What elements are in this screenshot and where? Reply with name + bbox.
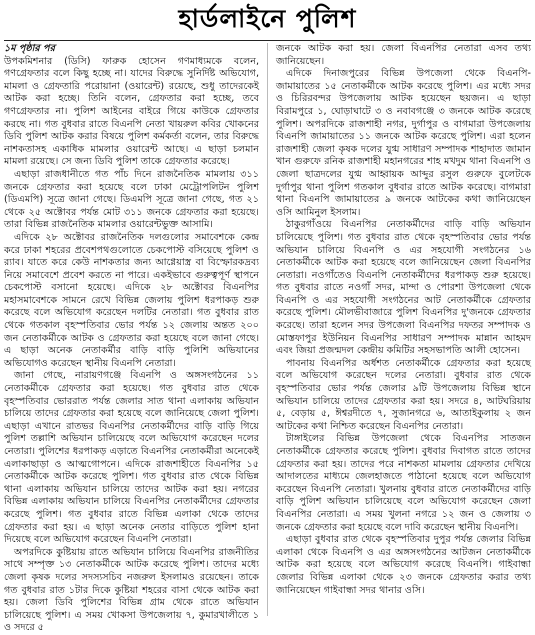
paragraph: জানা গেছে, নারায়ণগঞ্জে বিএনপি ও অঙ্গসংগঠনের ১১ নেতাকর্মীকে গ্রেফতার করা হয়েছে। গত বুধবার রাত থেকে বৃহস্পতিবার ভোররাত পর্যন্ত জেলার সাত থানা এলাকায় অভিযান চালিয়ে তাদের গ্রেফতার করা হয়েছে বলে জানিয়েছে জেলা পুলিশ। এছাড়া এখানে রাতভর বিএনপির নেতাকর্মীদের বাড়ি বাড়ি গিয়ে পুলিশ তল্লাশি অভিযান চালিয়েছে বলে অভিযোগ করেছেন দলের নেতারা। পুলিশের ধরপাকড় এড়াতে বিএনপির নেতাকর্মীরা অনেকেই এলাকাছাড়া ও আত্মগোপনে। এদিকে রাজশাহীতে বিএনপির ১৫ নেতাকর্মীকে আটক করেছে পুলিশ। গত বুধবার রাত থেকে বিভিন্ন থানা এলাকায় অভিযান চালিয়ে তাদের আটক করা হয়। নগরের বিভিন্ন এলাকায় অভিযান চালিয়ে বিএনপির নেতাকর্মীদের গ্রেফতার করেছে পুলিশ। গত বুধবার রাতে বিভিন্ন এলাকা থেকে তাদের গ্রেফতার করা হয়। এ ছাড়া অনেক নেতার বাড়িতে পুলিশ হানা দিয়েছে বলে অভিযোগ করেছেন বিএনপি নেতারা। <box>4 370 259 546</box>
left-column <box>4 43 259 634</box>
column-divider <box>267 43 268 616</box>
paragraph: টাঙ্গাইলের বিভিন্ন উপজেলা থেকে বিএনপির সাতজন নেতাকর্মীকে গ্রেফতার করেছে পুলিশ। বুধবার দিবাগত রাতে তাদের গ্রেফতার করা হয়। তাদের পরে নাশকতা মামলায় গ্রেফতার দেখিয়ে আদালতের মাধ্যমে জেলহাজতে পাঠানো হয়েছে বলে অভিযোগ করেছেন বিএনপি নেতারা। খুলনায় বুধবার রাতে নেতাকর্মীদের বাড়ি বাড়ি পুলিশ অভিযান চালিয়েছে বলে অভিযোগ করেছেন জেলা বিএনপির নেতারা। এ সময় খুলনা নগরে ১২ জন ও জেলায় ৩ জনকে গ্রেফতার করা হয়েছে বলে দাবি করেছেন স্থানীয় বিএনপি। <box>276 433 531 533</box>
paragraph <box>4 43 259 56</box>
headline: হার্ডলাইনে পুলিশ <box>4 0 531 41</box>
paragraph: এদিকে দিনাজপুরের বিভিন্ন উপজেলা থেকে বিএনপি-জামায়াতের ১৫ নেতাকর্মীকে আটক করেছে পুলিশ। এর মধ্যে সদর ও চিরিরবন্দর উপজেলায় আটক হয়েছেন ছয়জন। এ ছাড়া বিরামপুরে ১, ঘোড়াঘাটে ৩ ও নবাবগঞ্জে ৩ জনকে আটক করেছে পুলিশ। অপরদিকে রাজশাহী নগর, দুর্গাপুর ও বাগমারা উপজেলায় বিএনপি জামায়াতের ১১ জনকে আটক করেছে পুলিশ। এরা হলেন রাজশাহী জেলা কৃষক দলের যুগ্ম সাধারণ সম্পাদক শাহাদাত জামান খান গুরুফে রনিক রাজশাহী মহানগরের শাহ মখদুম থানা বিএনপি ও জেলা ছাত্রদলের যুগ্ম আহ্বায়ক আব্দুর রসুল গুরুফে বুলেটকে দুর্গাপুর থানা পুলিশ গতকাল বুধবার রাতে আটক করেছে। বাগমারা থানা বিএনপি জামায়াতের ৯ জনকে আটকের কথা জানিয়েছেন ওসি আমিনুল ইসলাম। <box>276 68 531 218</box>
jump-label: ১ম পৃষ্ঠার পর <box>4 43 55 54</box>
paragraph: এছাড়া বুধবার রাত থেকে বৃহস্পতিবার দুপুর পর্যন্ত জেলার বিভিন্ন এলাকা থেকে বিএনপি ও এর অঙ্গসংগঠনের আটজন নেতাকর্মীকে আটক করা হয়েছে বলে অভিযোগ করেছে বিএনপি। গাইবান্ধা জেলার বিভিন্ন এলাকা থেকে ২৩ জনকে গ্রেফতার করার তথ্য জানিয়েছেন গাইবান্ধা সদর থানার ওসি। <box>276 534 531 596</box>
paragraph: জনকে আটক করা হয়। জেলা বিএনপির নেতারা এসব তথ্য জানিয়েছেন। <box>276 43 531 67</box>
paragraph: ঠাকুরগাঁওয়ে বিএনপির নেতাকর্মীদের বাড়ি বাড়ি অভিযান চালিয়েছে পুলিশ। গত বুধবার রাত থেকে বৃহস্পতিবার ভোর পর্যন্ত অভিযান চালিয়ে বিএনপি ও এর সহযোগী সংগঠনের ১৬ নেতাকর্মীকে আটক করা হয়েছে বলে জানিয়েছেন জেলা বিএনপির নেতারা। নওগাঁতেও বিএনপি নেতাকর্মীদের ধরপাকড় শুরু হয়েছে। গত বুধবার রাতে নওগাঁ সদর, মান্দা ও পোরশা উপজেলা থেকে বিএনপি ও এর সহযোগী সংগঠনের আট নেতাকর্মীকে গ্রেফতার করেছে পুলিশ। মৌলভীবাজারে পুলিশ বিএনপির দু'জনকে গ্রেফতার করেছে। তারা হলেন সদর উপজেলা বিএনপির দফতর সম্পাদক ও মোস্তফাপুর ইউনিয়ন বিএনপির সাধারণ সম্পাদক মান্নান আহমদ এবং জিয়া প্রজন্মদল কেন্দ্রীয় কমিটির সহসভাপতি আলী হোসেন। <box>276 219 531 357</box>
right-column <box>276 43 531 616</box>
paragraph: এছাড়া রাজধানীতে গত পাঁচ দিনে রাজনৈতিক মামলায় ৩১১ জনকে গ্রেফতার করা হয়েছে বলে ঢাকা মেট্রোপলিটন পুলিশ (ডিএমপি) সূত্রে জানা গেছে। ডিএমপি সূত্রে জানা গেছে, গত ২১ থেকে ২৫ অক্টোবর পর্যন্ত মোট ৩১১ জনকে গ্রেফতার করা হয়েছে। তারা বিভিন্ন রাজনৈতিক মামলার ওয়ারেন্টভুক্ত আসামি। <box>4 168 259 231</box>
article-body <box>4 43 531 634</box>
paragraph: এদিকে ২৮ অক্টোবর রাজনৈতিক দলগুলোর সমাবেশকে কেন্দ্র করে ঢাকা শহরের প্রবেশপথগুলোতে চেকপোস্ট বসিয়েছে পুলিশ ও র‍্যাব। যাতে করে কেউ নাশকতার জন্য আগ্নেয়াস্ত্র বা বিস্ফোরকদ্রব্য নিয়ে সমাবেশে প্রবেশ করতে না পারে। একইভাবে গুরুত্বপূর্ণ স্থাপনে চেকপোস্ট বসানো হয়েছে। এদিকে ২৮ অক্টোবর বিএনপির মহাসমাবেশকে সামনে রেখে বিভিন্ন জেলায় পুলিশ ধরপাকড় শুরু করেছে বলে অভিযোগ করেছেন দলটির নেতারা। গত বুধবার রাত থেকে গতকাল বৃহস্পতিবার ভোর পর্যন্ত ১২ জেলায় অন্তত ২০০ জন নেতাকর্মীকে আটক ও গ্রেফতার করা হয়েছে বলে জানা গেছে। এ ছাড়া অনেক নেতাকর্মীর বাড়ি বাড়ি পুলিশি অভিযানের অভিযোগও করেছেন স্থানীয় বিএনপি নেতারা। <box>4 231 259 369</box>
paragraph: অপরদিকে কুষ্টিয়ায় রাতে অভিযান চালিয়ে বিএনপির রাজনীতির সাথে সম্পৃক্ত ১৩ নেতাকর্মীকে আটক করেছে পুলিশ। তাদের মধ্যে জেলা কৃষক দলের সদস্যসচিব নজরুল ইসলামও রয়েছেন। তাকে গত বুধবার রাত ১টার দিকে কুষ্টিয়া শহরের বাসা থেকে আটক করা হয়। জেলা ডিবি পুলিশের বিভিন্ন গ্রাম থেকে রাতে অভিযান চালিয়েছে পুলিশ। এ সময় খোকসা উপজেলায় ৭, কুমারখালীতে ১ ও সদরে ৫ <box>4 546 259 634</box>
paragraph: উপকমিশনার (ডিসি) ফারুক হোসেন গণমাধ্যমকে বলেন, গণগ্রেফতার বলে কিছু হচ্ছে না। যাদের বিরুদ্ধে সুনির্দিষ্ট অভিযোগ, মামলা ও গ্রেফতারি পরোয়ানা (ওয়ারেন্ট) রয়েছে, শুধু তাদেরকেই আটক করা হচ্ছে। তিনি বলেন, গ্রেফতার করা হচ্ছে, তবে গণগ্রেফতার না। পুলিশ আইনের বাইরে গিয়ে কাউকে গ্রেফতার করছে না। গত বুধবার রাতে বিএনপি নেতা খায়রুল কবির খোকনের ডিবি পুলিশ আটক করার বিষয়ে পুলিশ কর্মকর্তা বলেন, তার বিরুদ্ধে নাশকতাসহ একাধিক মামলার ওয়ারেন্ট আছে। এ ছাড়া চলমান মামলা রয়েছে। সে জন্য ডিবি পুলিশ তাকে গ্রেফতার করেছে। <box>4 55 259 168</box>
paragraph: পাবনায় বিএনপির অর্ধশত নেতাকর্মীকে গ্রেফতার করা হয়েছে বলে অভিযোগ করেছেন দলের নেতারা। বুধবার রাত থেকে বৃহস্পতিবার ভোর পর্যন্ত জেলার ৯টি উপজেলায় বিভিন্ন স্থানে অভিযান চালিয়ে তাদের গ্রেফতার করা হয়। সদরে ৪, আটঘরিয়ায় ৫, বেড়ায় ৫, ঈশ্বরদীতে ৭, সুজানগরে ৬, আতাইকুলায় ২ জন আটকের কথা নিশ্চিত করেছেন বিএনপির নেতারা। <box>276 357 531 432</box>
